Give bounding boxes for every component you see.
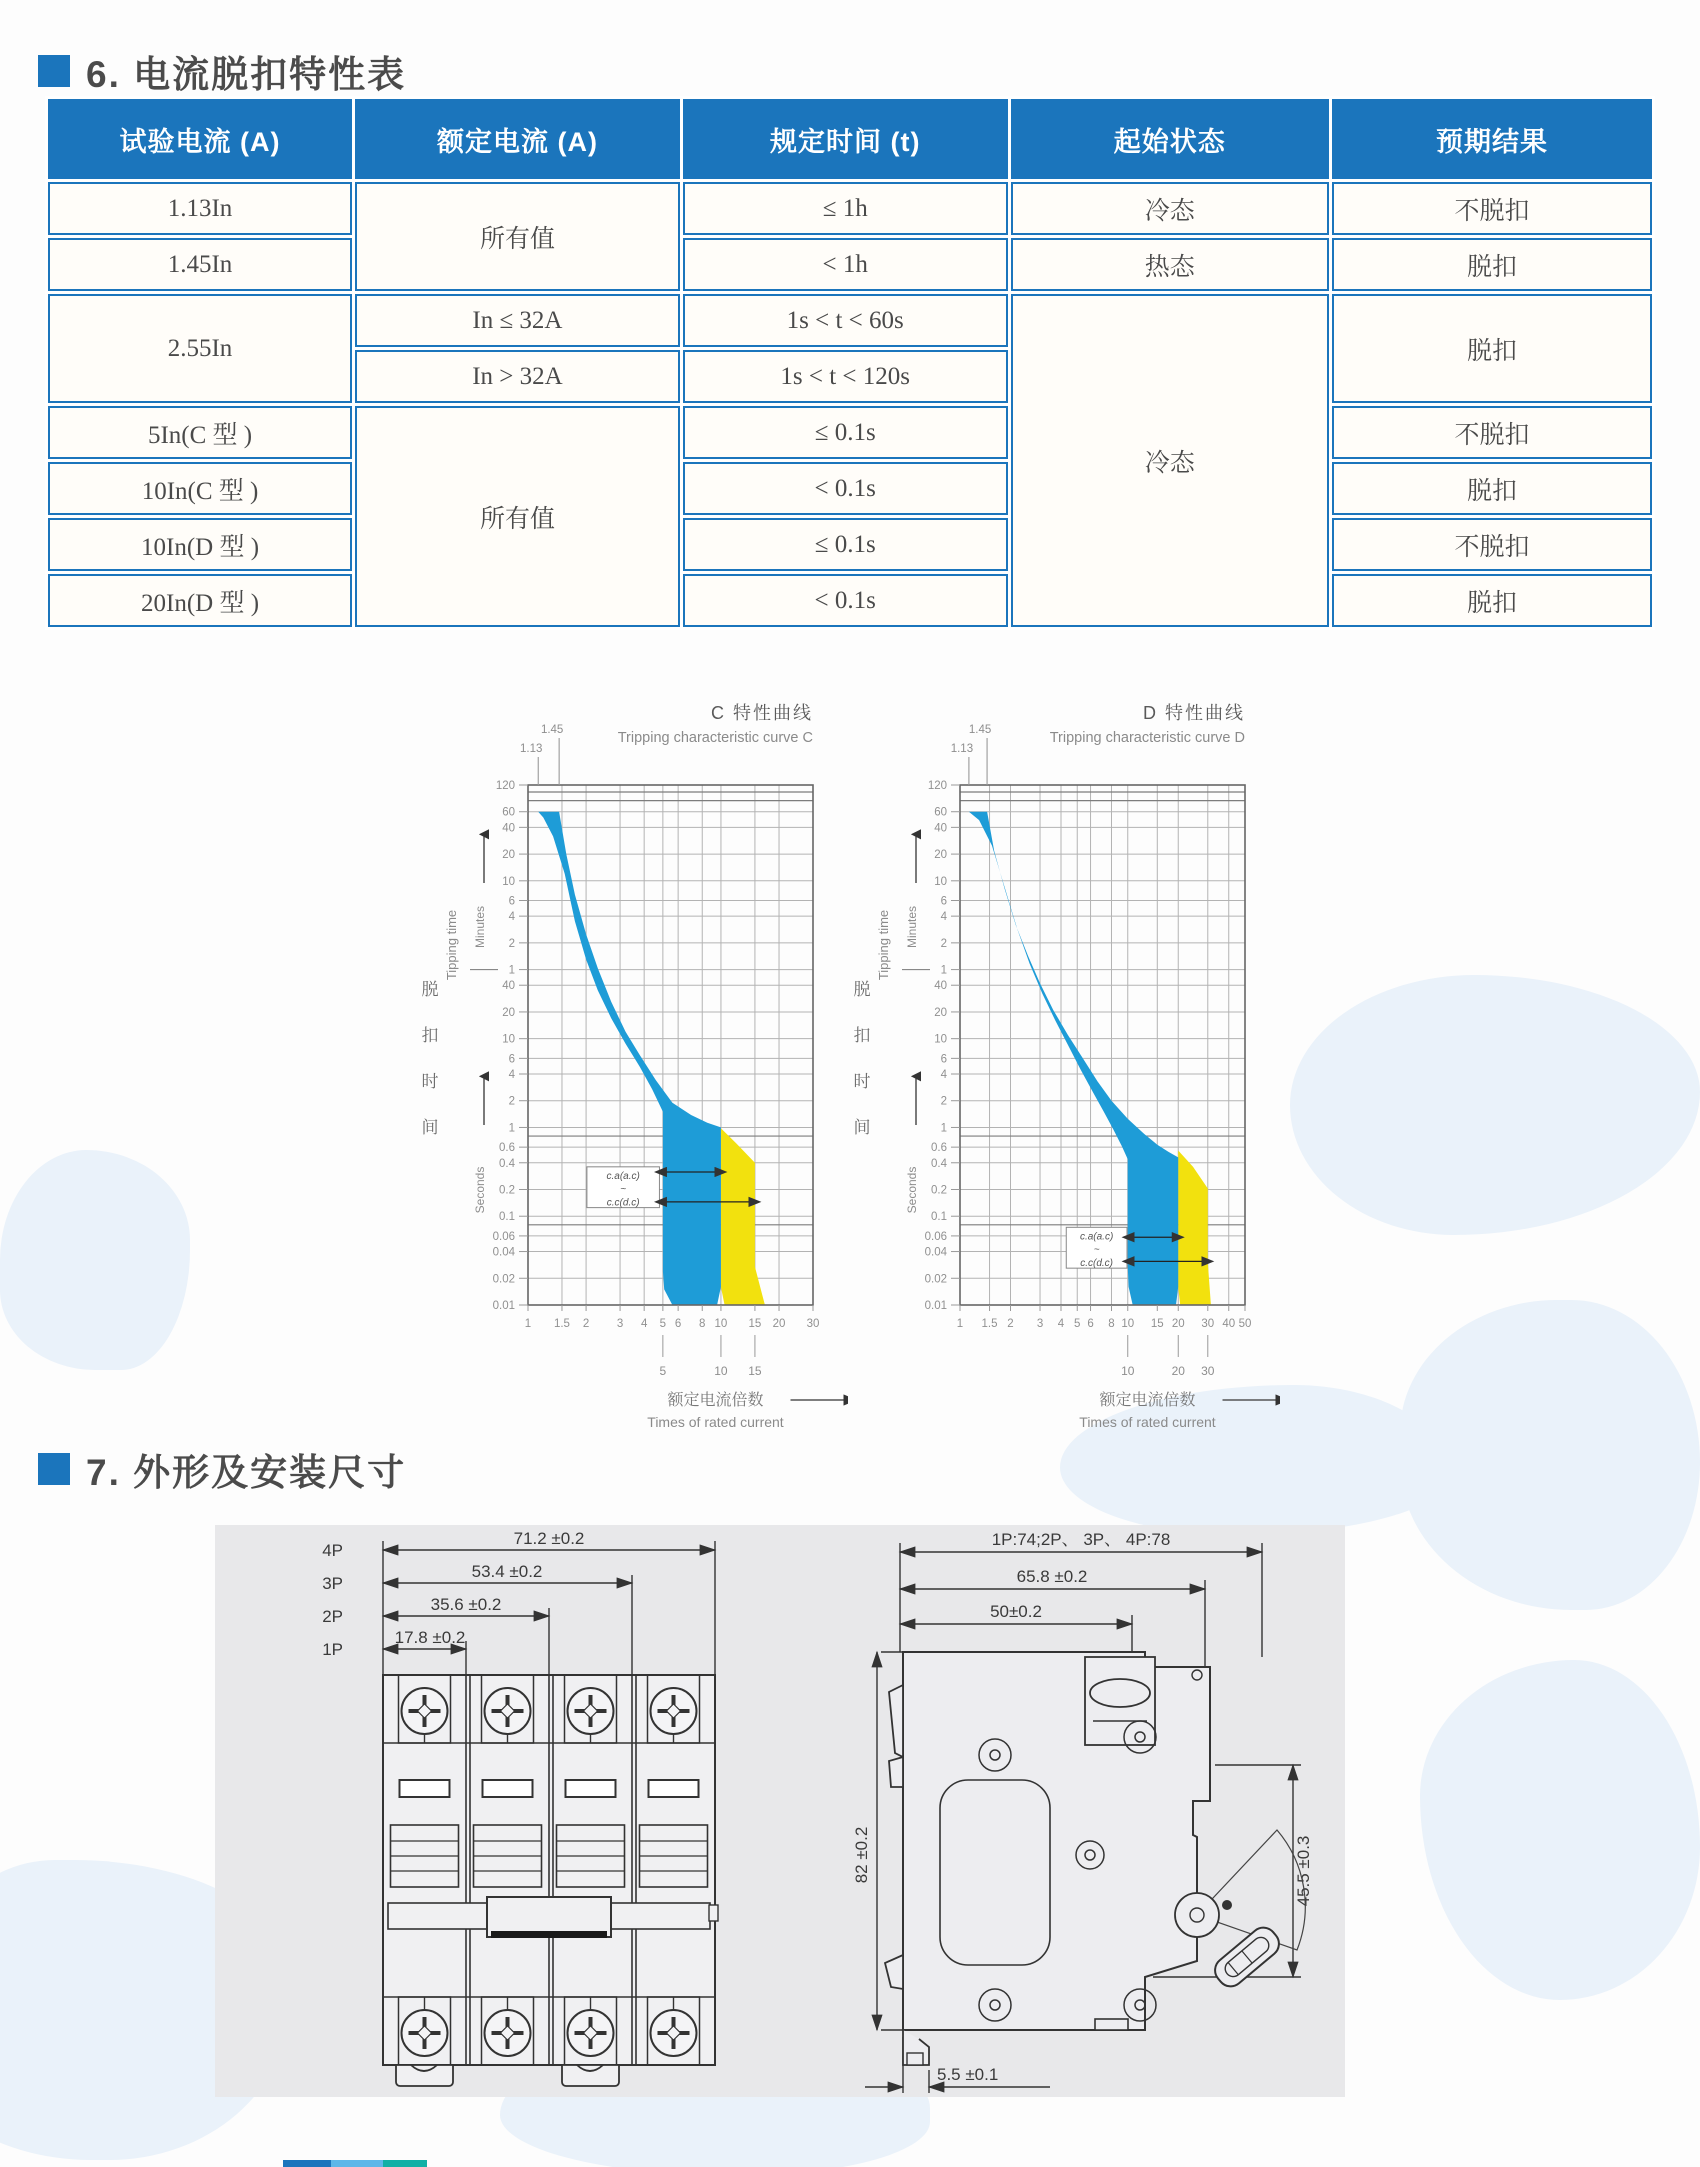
tripping-curve-chart-d bbox=[850, 695, 1280, 1435]
cell-state: 冷态 bbox=[1011, 182, 1329, 235]
y-tick-label: 1 bbox=[940, 1122, 947, 1135]
cell-time: < 1h bbox=[683, 238, 1008, 291]
y-tick-label: 6 bbox=[940, 1053, 947, 1066]
cell-time: < 0.1s bbox=[683, 574, 1008, 627]
annotation-text: ~ bbox=[1093, 1244, 1100, 1256]
y-tick-labels bbox=[925, 780, 960, 1312]
label-window bbox=[649, 1780, 699, 1797]
y-axis-label-cn-char: 时 bbox=[853, 1072, 871, 1091]
x-tick-label: 5 bbox=[1074, 1318, 1081, 1330]
y-axis-label-en: Tipping time bbox=[444, 909, 459, 981]
header-rated-current: 额定电流 (A) bbox=[355, 99, 680, 179]
section6-header bbox=[38, 44, 406, 98]
annotation-text: c.a(a.c) bbox=[1079, 1231, 1114, 1243]
front-view-drawing bbox=[225, 1525, 770, 2097]
x-tick-label: 3 bbox=[616, 1318, 624, 1330]
y-tick-label: 1 bbox=[508, 1122, 515, 1135]
y-tick-label: 2 bbox=[940, 937, 947, 950]
y-axis-label-cn-char: 间 bbox=[421, 1118, 439, 1137]
x-tick-labels bbox=[957, 1305, 1252, 1330]
y-tick-label: 20 bbox=[502, 1006, 515, 1019]
cell-rated: 所有值 bbox=[355, 182, 680, 291]
y-tick-label: 4 bbox=[940, 1068, 947, 1081]
y-tick-label: 0.06 bbox=[924, 1230, 947, 1243]
y-axis-label-cn-char: 扣 bbox=[421, 1026, 439, 1045]
cell-time: ≤ 0.1s bbox=[683, 518, 1008, 571]
dimension-drawing-panel bbox=[215, 1525, 1345, 2097]
y-tick-label: 1 bbox=[940, 964, 947, 977]
pole-label-1p: 1P bbox=[322, 1640, 343, 1659]
y-tick-label: 40 bbox=[934, 980, 947, 993]
y-tick-label: 0.02 bbox=[492, 1273, 515, 1286]
label-window bbox=[400, 1780, 450, 1797]
cell-test: 2.55In bbox=[48, 294, 352, 403]
y-tick-label: 120 bbox=[495, 780, 515, 792]
y-tick-label: 6 bbox=[940, 895, 947, 908]
y-tick-label: 40 bbox=[502, 822, 515, 835]
table-row bbox=[48, 294, 1652, 347]
section7-title: 7. 外形及安装尺寸 bbox=[86, 1452, 407, 1493]
ref-label: 1.45 bbox=[540, 724, 564, 736]
table-row bbox=[48, 182, 1652, 235]
callout-label: 30 bbox=[1201, 1364, 1215, 1378]
y-tick-label: 0.1 bbox=[499, 1211, 515, 1224]
dim-foot: 5.5 ±0.1 bbox=[937, 2065, 999, 2084]
label-window bbox=[483, 1780, 533, 1797]
x-tick-label: 3 bbox=[1036, 1318, 1044, 1330]
y-tick-label: 20 bbox=[934, 849, 947, 862]
pole-label-2p: 2P bbox=[322, 1607, 343, 1626]
y-tick-label: 60 bbox=[502, 806, 515, 819]
y-tick-label: 4 bbox=[940, 911, 947, 924]
annotation-text: c.a(a.c) bbox=[606, 1170, 640, 1182]
table-row bbox=[48, 406, 1652, 459]
cell-time: < 0.1s bbox=[683, 462, 1008, 515]
y-tick-labels bbox=[493, 780, 528, 1312]
y-tick-label: 40 bbox=[934, 822, 947, 835]
cell-rated: In > 32A bbox=[355, 350, 680, 403]
annotation-text: ~ bbox=[620, 1184, 627, 1196]
y-tick-label: 60 bbox=[934, 806, 947, 819]
header-initial-state: 起始状态 bbox=[1011, 99, 1329, 179]
section6-title: 6. 电流脱扣特性表 bbox=[86, 54, 407, 95]
table-row bbox=[48, 574, 1652, 627]
y-tick-label: 6 bbox=[508, 1053, 515, 1066]
x-tick-labels bbox=[525, 1305, 820, 1330]
dim-depth-top: 1P:74;2P、 3P、 4P:78 bbox=[991, 1530, 1171, 1549]
header-test-current: 试验电流 (A) bbox=[48, 99, 352, 179]
background-map-shape bbox=[0, 1150, 190, 1370]
x-tick-label: 50 bbox=[1238, 1318, 1252, 1330]
y-tick-label: 0.2 bbox=[499, 1184, 515, 1197]
cell-time: ≤ 0.1s bbox=[683, 406, 1008, 459]
y-tick-label: 10 bbox=[502, 875, 515, 888]
y-tick-label: 10 bbox=[934, 875, 947, 888]
y-axis-label-cn-char: 间 bbox=[853, 1118, 871, 1137]
dim-depth-mid: 65.8 ±0.2 bbox=[1016, 1567, 1088, 1586]
band-yellow bbox=[1178, 1151, 1211, 1306]
x-tick-label: 20 bbox=[772, 1318, 786, 1330]
footer-deco-lightblue bbox=[331, 2160, 383, 2167]
pole-label-3p: 3P bbox=[322, 1574, 343, 1593]
chart-subtitle: Tripping characteristic curve C bbox=[617, 730, 813, 746]
table-row bbox=[48, 518, 1652, 571]
x-tick-label: 15 bbox=[1150, 1318, 1164, 1330]
cell-rated: In ≤ 32A bbox=[355, 294, 680, 347]
header-specified-time: 规定时间 (t) bbox=[683, 99, 1008, 179]
y-tick-label: 40 bbox=[502, 980, 515, 993]
y-tick-label: 4 bbox=[508, 911, 515, 924]
y-axis-label-cn-char: 时 bbox=[421, 1072, 439, 1091]
x-tick-label: 30 bbox=[806, 1318, 820, 1330]
tripping-curve-chart-c bbox=[418, 695, 848, 1435]
x-tick-label: 10 bbox=[714, 1318, 728, 1330]
cell-test: 20In(D 型 ) bbox=[48, 574, 352, 627]
cell-time: 1s < t < 60s bbox=[683, 294, 1008, 347]
y-unit-minutes: Minutes bbox=[473, 905, 487, 949]
x-tick-label: 4 bbox=[1057, 1318, 1065, 1330]
footer-deco-teal bbox=[383, 2160, 427, 2167]
trip-characteristics-table bbox=[45, 96, 1655, 630]
breaker-side-outline bbox=[885, 1652, 1305, 2065]
background-map-shape bbox=[1290, 975, 1700, 1235]
y-unit-seconds: Seconds bbox=[905, 1166, 919, 1214]
section-bullet-square bbox=[38, 55, 70, 87]
y-tick-label: 10 bbox=[934, 1033, 947, 1046]
x-axis-label-en: Times of rated current bbox=[647, 1414, 784, 1430]
section7-header bbox=[38, 1442, 406, 1496]
y-axis-label-cn-char: 脱 bbox=[853, 980, 871, 999]
cell-test: 10In(D 型 ) bbox=[48, 518, 352, 571]
x-axis-label-en: Times of rated current bbox=[1079, 1414, 1216, 1430]
y-tick-label: 20 bbox=[502, 849, 515, 862]
chart-subtitle: Tripping characteristic curve D bbox=[1049, 730, 1245, 746]
y-tick-label: 10 bbox=[502, 1033, 515, 1046]
annotation-text: c.c(d.c) bbox=[1080, 1258, 1114, 1270]
cell-time: 1s < t < 120s bbox=[683, 350, 1008, 403]
y-unit-minutes: Minutes bbox=[905, 905, 919, 949]
x-tick-label: 5 bbox=[659, 1318, 667, 1330]
ref-label: 1.45 bbox=[968, 724, 992, 736]
y-tick-label: 0.06 bbox=[492, 1230, 515, 1243]
y-tick-label: 0.2 bbox=[931, 1184, 947, 1197]
y-axis-label-cn-char: 脱 bbox=[421, 980, 439, 999]
footer-deco-blue bbox=[283, 2160, 331, 2167]
y-tick-label: 1 bbox=[508, 964, 515, 977]
callout-label: 20 bbox=[1171, 1364, 1185, 1378]
x-tick-label: 1.5 bbox=[981, 1318, 998, 1330]
y-tick-label: 120 bbox=[927, 780, 947, 792]
y-unit-seconds: Seconds bbox=[473, 1166, 487, 1214]
y-tick-label: 0.04 bbox=[924, 1246, 947, 1259]
cell-test: 5In(C 型 ) bbox=[48, 406, 352, 459]
dim-width-3p: 53.4 ±0.2 bbox=[471, 1562, 543, 1581]
cell-result: 不脱扣 bbox=[1332, 518, 1652, 571]
chart-title: C 特性曲线 bbox=[711, 703, 813, 723]
cell-time: ≤ 1h bbox=[683, 182, 1008, 235]
y-tick-label: 2 bbox=[508, 1095, 515, 1108]
background-map-shape bbox=[1420, 1660, 1700, 2000]
x-tick-label: 6 bbox=[1087, 1318, 1094, 1330]
y-tick-label: 0.4 bbox=[499, 1157, 515, 1170]
annotation-text: c.c(d.c) bbox=[606, 1197, 640, 1209]
table-row bbox=[48, 238, 1652, 291]
x-tick-label: 15 bbox=[748, 1318, 762, 1330]
callout-label: 5 bbox=[659, 1364, 667, 1378]
x-tick-label: 2 bbox=[582, 1318, 590, 1330]
cell-state: 冷态 bbox=[1011, 294, 1329, 627]
y-tick-label: 0.6 bbox=[931, 1142, 947, 1155]
y-tick-label: 0.02 bbox=[924, 1273, 947, 1286]
cell-result: 脱扣 bbox=[1332, 462, 1652, 515]
y-tick-label: 20 bbox=[934, 1006, 947, 1019]
section-bullet-square bbox=[38, 1453, 70, 1485]
y-tick-label: 0.1 bbox=[931, 1211, 947, 1224]
curve-chart-svg bbox=[418, 695, 848, 1435]
cell-result: 脱扣 bbox=[1332, 238, 1652, 291]
table-row bbox=[48, 462, 1652, 515]
y-tick-label: 0.04 bbox=[492, 1246, 515, 1259]
cell-result: 脱扣 bbox=[1332, 574, 1652, 627]
bottom-notch bbox=[1095, 2019, 1128, 2030]
dim-height-right: 45.5 ±0.3 bbox=[1294, 1835, 1313, 1907]
dim-width-2p: 35.6 ±0.2 bbox=[430, 1595, 502, 1614]
dim-width-1p: 17.8 ±0.2 bbox=[394, 1628, 466, 1647]
cell-rated: 所有值 bbox=[355, 406, 680, 627]
cell-test: 10In(C 型 ) bbox=[48, 462, 352, 515]
y-tick-label: 4 bbox=[508, 1068, 515, 1081]
x-tick-label: 1 bbox=[524, 1318, 532, 1330]
x-tick-label: 4 bbox=[640, 1318, 648, 1330]
cell-result: 不脱扣 bbox=[1332, 406, 1652, 459]
x-tick-label: 20 bbox=[1171, 1318, 1185, 1330]
y-tick-label: 0.01 bbox=[492, 1300, 515, 1312]
chart-title: D 特性曲线 bbox=[1143, 703, 1245, 723]
ref-label: 1.13 bbox=[950, 743, 974, 755]
dim-height: 82 ±0.2 bbox=[852, 1826, 871, 1884]
callout-label: 10 bbox=[714, 1364, 728, 1378]
curve-chart-svg bbox=[850, 695, 1280, 1435]
y-tick-label: 6 bbox=[508, 895, 515, 908]
x-tick-label: 40 bbox=[1222, 1318, 1236, 1330]
y-tick-label: 0.4 bbox=[931, 1157, 947, 1170]
cell-test: 1.45In bbox=[48, 238, 352, 291]
callout-label: 15 bbox=[748, 1364, 762, 1378]
x-tick-label: 1 bbox=[956, 1318, 964, 1330]
pole-label-4p: 4P bbox=[322, 1541, 343, 1560]
din-rail-feet bbox=[396, 2065, 619, 2086]
y-axis-label-cn-char: 扣 bbox=[853, 1026, 871, 1045]
ref-label: 1.13 bbox=[520, 743, 543, 755]
grid-minor-dark bbox=[960, 792, 1245, 1225]
header-expected-result: 预期结果 bbox=[1332, 99, 1652, 179]
dim-width-4p: 71.2 ±0.2 bbox=[513, 1529, 585, 1548]
x-axis-label-cn: 额定电流倍数 bbox=[667, 1392, 764, 1409]
y-tick-label: 2 bbox=[508, 937, 515, 950]
y-tick-label: 0.6 bbox=[499, 1142, 515, 1155]
side-view-drawing bbox=[845, 1525, 1340, 2097]
dimension-labels bbox=[322, 1529, 584, 1659]
x-tick-label: 1.5 bbox=[553, 1318, 570, 1330]
callout-label: 10 bbox=[1121, 1364, 1135, 1378]
dim-depth-low: 50±0.2 bbox=[990, 1602, 1042, 1621]
x-tick-label: 2 bbox=[1007, 1318, 1014, 1330]
cell-test: 1.13In bbox=[48, 182, 352, 235]
y-tick-label: 0.01 bbox=[924, 1300, 947, 1312]
y-tick-label: 2 bbox=[940, 1095, 947, 1108]
x-tick-label: 30 bbox=[1201, 1318, 1215, 1330]
x-tick-label: 6 bbox=[674, 1318, 682, 1330]
cell-state: 热态 bbox=[1011, 238, 1329, 291]
x-tick-label: 8 bbox=[699, 1318, 706, 1330]
x-tick-label: 10 bbox=[1121, 1318, 1135, 1330]
x-axis-label-cn: 额定电流倍数 bbox=[1099, 1392, 1196, 1409]
y-axis-label-en: Tipping time bbox=[876, 909, 891, 981]
x-tick-label: 8 bbox=[1108, 1318, 1115, 1330]
cell-result: 脱扣 bbox=[1332, 294, 1652, 403]
label-window bbox=[566, 1780, 616, 1797]
cell-result: 不脱扣 bbox=[1332, 182, 1652, 235]
table-header-row bbox=[48, 99, 1652, 179]
